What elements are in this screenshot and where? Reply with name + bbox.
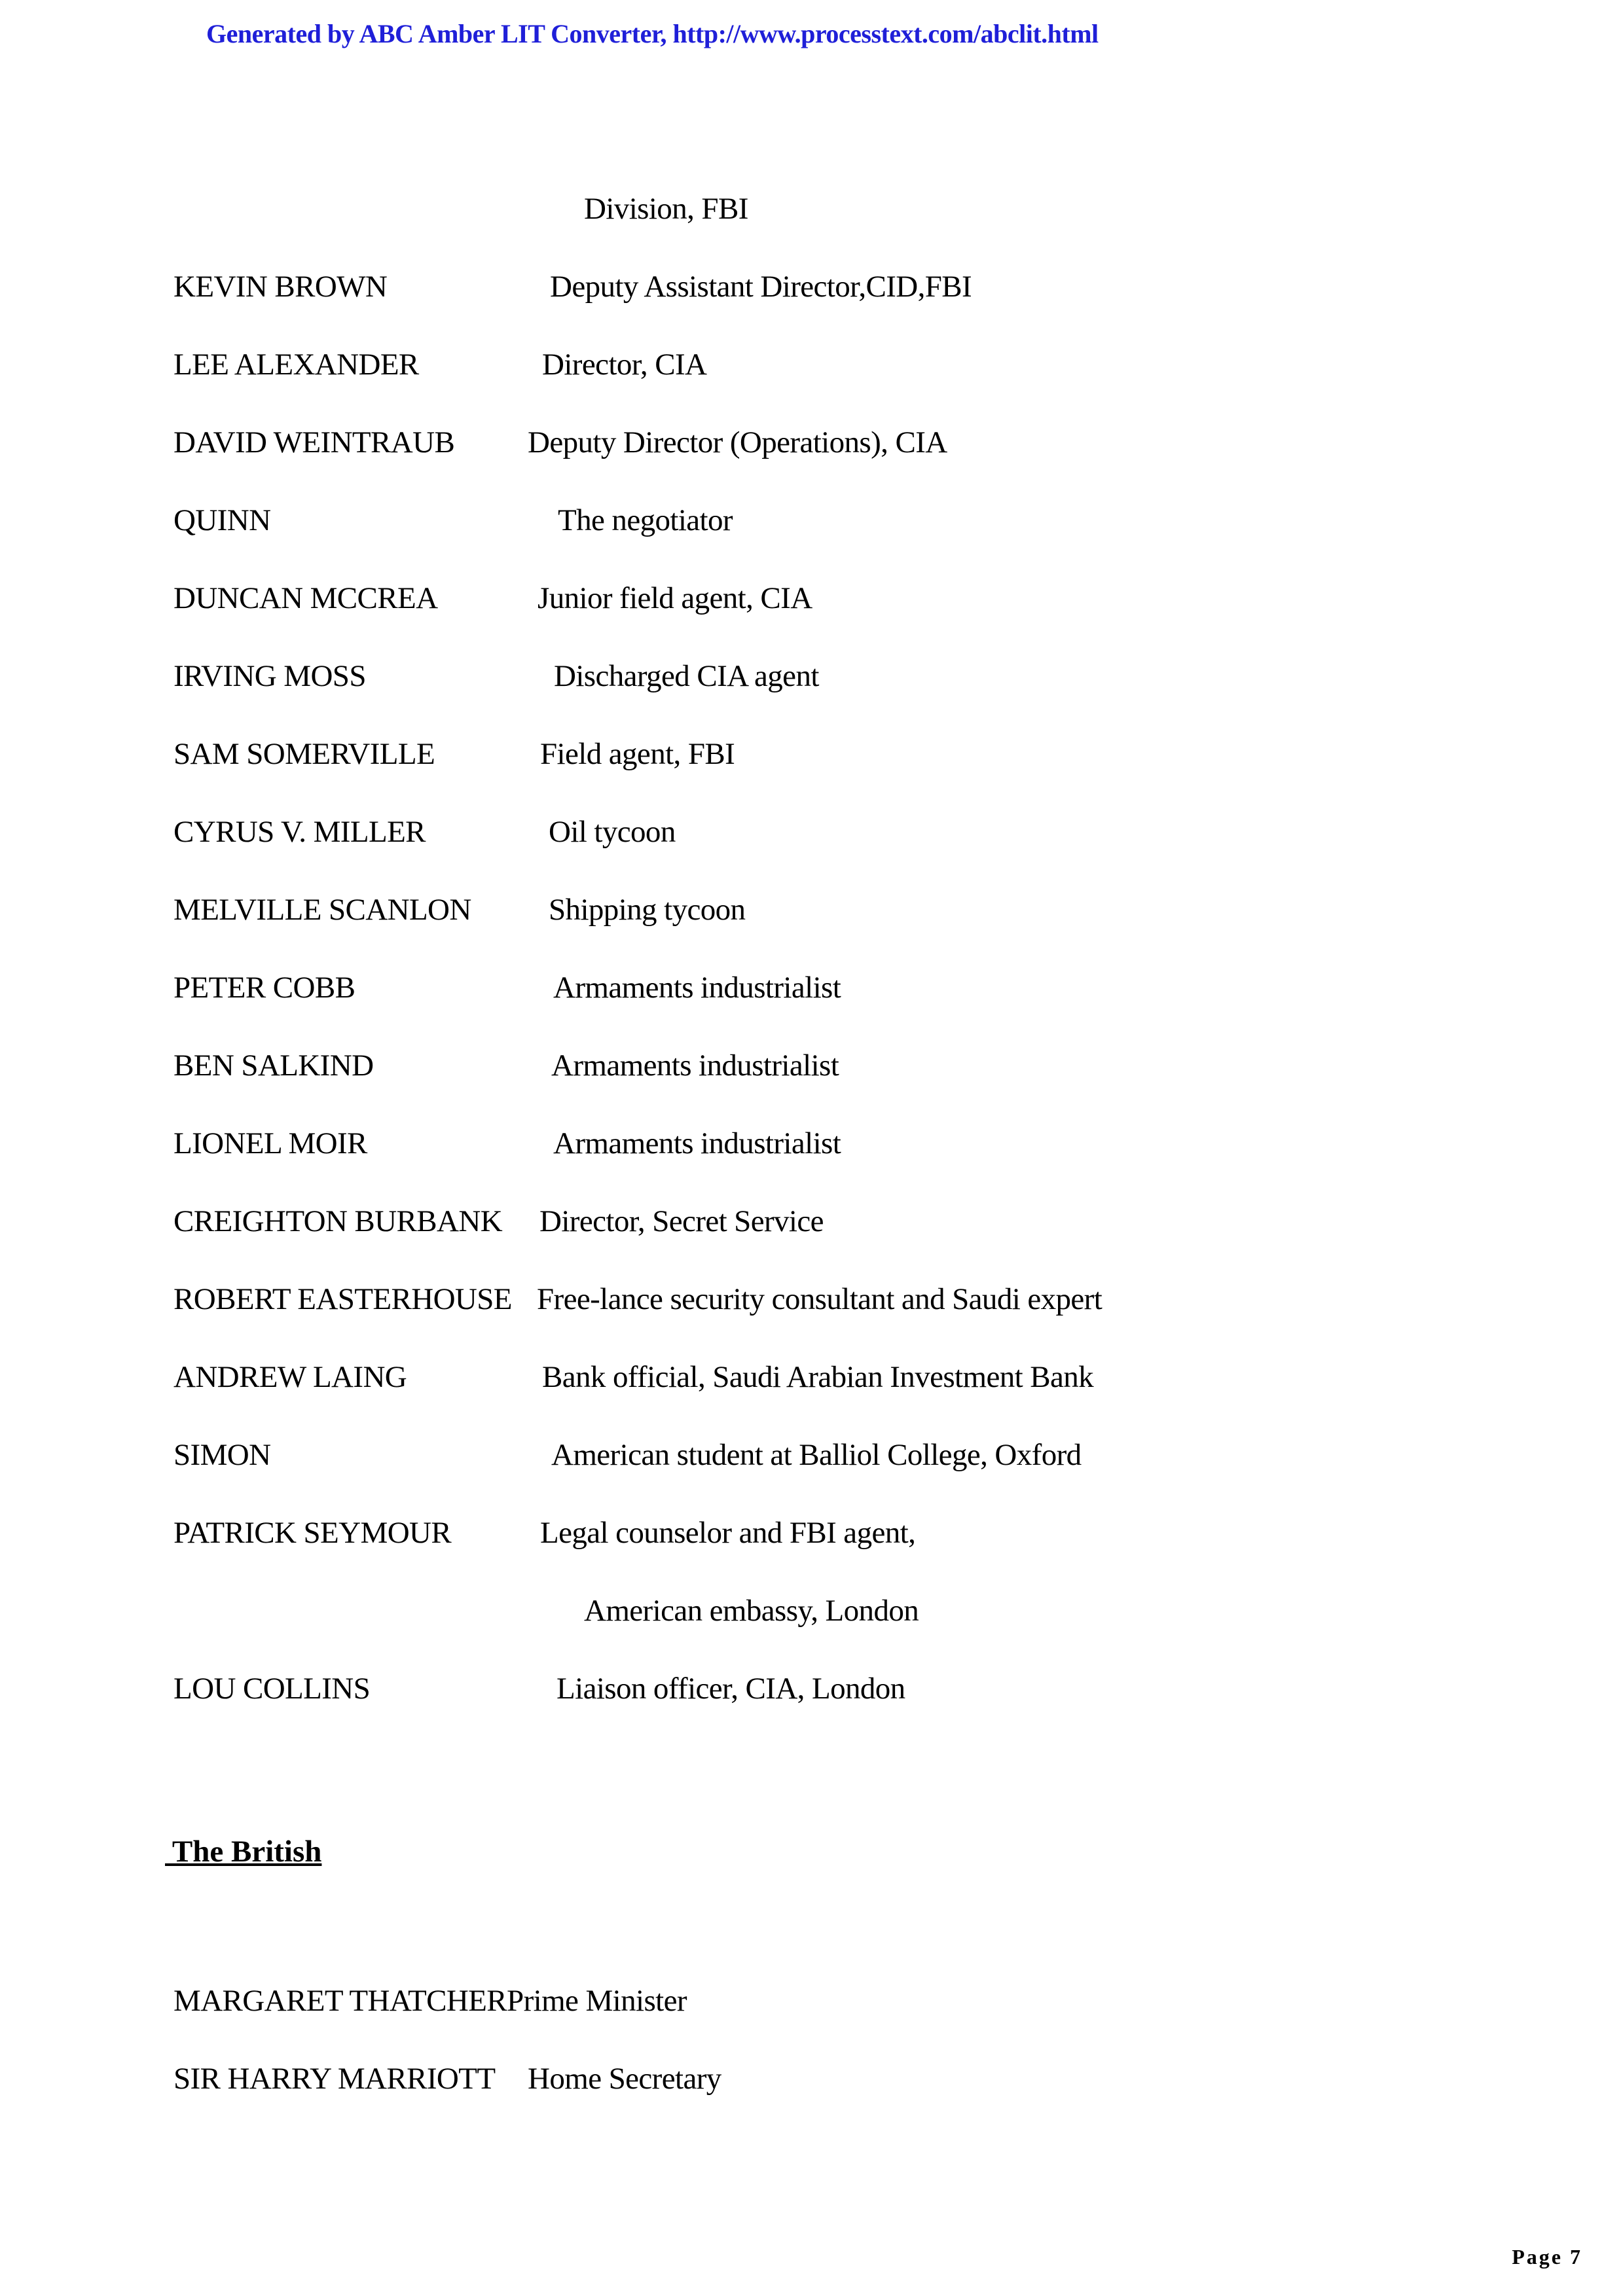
converter-banner: Generated by ABC Amber LIT Converter, http://www.processtext.com/abclit.html bbox=[206, 19, 1099, 48]
character-role: Prime Minister bbox=[507, 1984, 687, 2018]
character-name: LEE ALEXANDER bbox=[173, 348, 419, 382]
character-role: Director, Secret Service bbox=[539, 1204, 824, 1238]
character-name: SIMON bbox=[173, 1438, 271, 1472]
character-role: Junior field agent, CIA bbox=[538, 581, 812, 615]
character-name: LIONEL MOIR bbox=[173, 1126, 367, 1160]
character-role: The negotiator bbox=[558, 503, 733, 537]
character-role: Armaments industrialist bbox=[553, 1126, 841, 1160]
character-role: Free-lance security consultant and Saudi expert bbox=[537, 1282, 1103, 1316]
character-role: Field agent, FBI bbox=[540, 737, 735, 771]
character-name: DAVID WEINTRAUB bbox=[173, 425, 455, 459]
character-name: CREIGHTON BURBANK bbox=[173, 1204, 503, 1238]
character-entry bbox=[173, 1983, 687, 2018]
character-name: ROBERT EASTERHOUSE bbox=[173, 1282, 512, 1316]
character-name: ANDREW LAING bbox=[173, 1360, 407, 1394]
character-name: SIR HARRY MARRIOTT bbox=[173, 2062, 496, 2096]
character-role: Discharged CIA agent bbox=[554, 659, 819, 693]
character-name: SAM SOMERVILLE bbox=[173, 737, 435, 771]
character-role: Armaments industrialist bbox=[553, 971, 841, 1005]
character-name: DUNCAN MCCREA bbox=[173, 581, 438, 615]
character-role: Deputy Director (Operations), CIA bbox=[528, 425, 947, 459]
character-name: QUINN bbox=[173, 503, 271, 537]
character-role: Home Secretary bbox=[528, 2062, 721, 2096]
character-name: MELVILLE SCANLON bbox=[173, 893, 471, 927]
character-name: PETER COBB bbox=[173, 971, 356, 1005]
character-role: Shipping tycoon bbox=[549, 893, 746, 927]
character-role: Deputy Assistant Director,CID,FBI bbox=[550, 270, 972, 304]
character-role: Legal counselor and FBI agent, bbox=[540, 1516, 916, 1550]
page-number: Page 7 bbox=[1512, 2245, 1582, 2269]
role-continuation: Division, FBI bbox=[584, 192, 748, 226]
character-name: BEN SALKIND bbox=[173, 1049, 374, 1083]
character-role: Director, CIA bbox=[542, 348, 707, 382]
character-name: LOU COLLINS bbox=[173, 1672, 371, 1706]
character-role: Liaison officer, CIA, London bbox=[556, 1672, 905, 1706]
character-name: MARGARET THATCHER bbox=[173, 1984, 507, 2018]
character-name: IRVING MOSS bbox=[173, 659, 366, 693]
character-role: Bank official, Saudi Arabian Investment Bank bbox=[542, 1360, 1094, 1394]
character-role-continuation: American embassy, London bbox=[584, 1594, 919, 1628]
character-name: PATRICK SEYMOUR bbox=[173, 1516, 452, 1550]
character-name: CYRUS V. MILLER bbox=[173, 815, 426, 849]
character-name: KEVIN BROWN bbox=[173, 270, 388, 304]
character-role: Armaments industrialist bbox=[551, 1049, 839, 1083]
character-role: American student at Balliol College, Oxford bbox=[551, 1438, 1082, 1472]
section-heading: The British bbox=[165, 1835, 322, 1869]
character-role: Oil tycoon bbox=[549, 815, 676, 849]
